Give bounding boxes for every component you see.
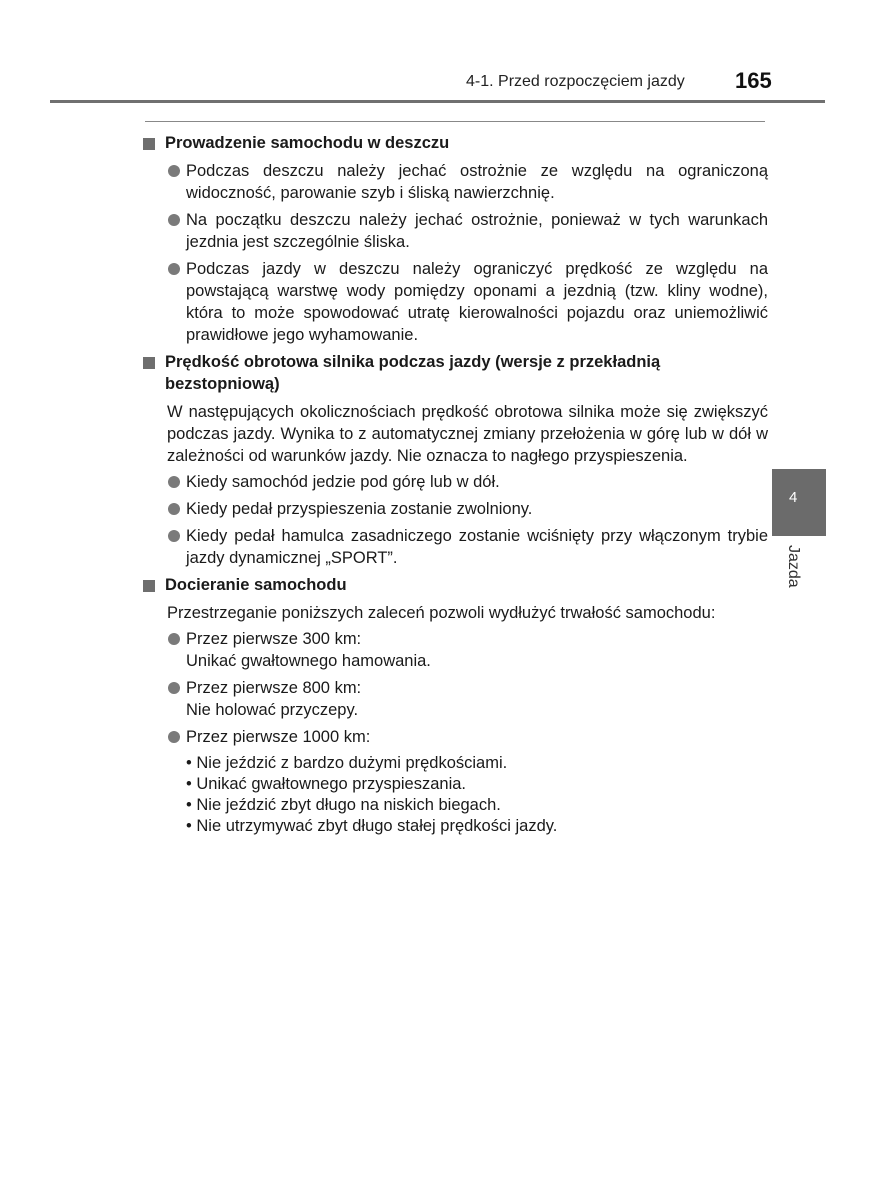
list-item [143, 726, 768, 748]
list-item-text: Kiedy pedał hamulca zasadniczego zostanie wciśnięty przy włączonym trybie jazdy dynamicznej „SPORT”. [186, 527, 768, 567]
section-heading-rain [143, 132, 768, 154]
list-item [143, 160, 768, 204]
header-rule [50, 100, 825, 103]
round-bullet-icon [168, 530, 180, 542]
round-bullet-icon [168, 503, 180, 515]
list-item [143, 677, 768, 721]
section-title: Docieranie samochodu [165, 576, 347, 594]
page-number: 165 [735, 68, 772, 93]
section-title: Prowadzenie samochodu w deszczu [165, 134, 450, 152]
sub-list-item: • Nie jeździć zbyt długo na niskich biegach. [186, 796, 501, 814]
chapter-tab [772, 469, 826, 536]
list-item-text: Przez pierwsze 1000 km: [186, 728, 371, 746]
sub-list [143, 753, 768, 837]
round-bullet-icon [168, 633, 180, 645]
chapter-number: 4 [789, 489, 798, 506]
round-bullet-icon [168, 731, 180, 743]
list-item-detail: Unikać gwałtownego hamowania. [186, 652, 431, 670]
round-bullet-icon [168, 476, 180, 488]
list-item-text: Przez pierwsze 300 km: [186, 630, 362, 648]
section-heading-engine-speed [143, 351, 768, 395]
list-item [143, 498, 768, 520]
list-item [143, 525, 768, 569]
sub-list-item: • Nie jeździć z bardzo dużymi prędkościami. [186, 754, 508, 772]
round-bullet-icon [168, 214, 180, 226]
section-intro: W następujących okolicznościach prędkość obrotowa silnika może się zwiększyć podczas jazdy. Wynika to z automatycznej zmiany przełożenia w górę lub w dół w zależności od warunków jazdy. Nie oznacza to nagłego przyspieszenia. [167, 403, 768, 465]
section-intro: Przestrzeganie poniższych zaleceń pozwoli wydłużyć trwałość samochodu: [167, 604, 716, 622]
sub-list-item: • Nie utrzymywać zbyt długo stałej prędkości jazdy. [186, 817, 558, 835]
sub-list-item: • Unikać gwałtownego przyspieszania. [186, 775, 467, 793]
list-item [143, 209, 768, 253]
section-heading-break-in [143, 574, 768, 596]
round-bullet-icon [168, 263, 180, 275]
list-item-detail: Nie holować przyczepy. [186, 701, 359, 719]
section-rule [145, 121, 765, 122]
round-bullet-icon [168, 682, 180, 694]
list-item [143, 258, 768, 346]
list-item-text: Na początku deszczu należy jechać ostrożnie, ponieważ w tych warunkach jezdnia jest szczególnie śliska. [186, 211, 768, 251]
list-item-text: Podczas deszczu należy jechać ostrożnie ze względu na ograniczoną widoczność, parowanie szyb i śliską nawierzchnię. [186, 162, 768, 202]
list-item-text: Przez pierwsze 800 km: [186, 679, 362, 697]
list-item-text: Kiedy samochód jedzie pod górę lub w dół. [186, 473, 500, 491]
square-bullet-icon [143, 580, 155, 592]
list-item-text: Podczas jazdy w deszczu należy ograniczyć prędkość ze względu na powstającą warstwę wody pomiędzy oponami a jezdnią (tzw. kliny wodne), która to może spowodować utratę kierowalności pojazdu oraz uniemożliwić prawidłowe jego wyhamowanie. [186, 260, 768, 344]
list-item [143, 628, 768, 672]
square-bullet-icon [143, 357, 155, 369]
list-item-text: Kiedy pedał przyspieszenia zostanie zwolniony. [186, 500, 533, 518]
running-header-section: 4-1. Przed rozpoczęciem jazdy [466, 73, 685, 90]
chapter-label: Jazda [785, 545, 802, 588]
list-item [143, 471, 768, 493]
page-content [143, 128, 768, 837]
round-bullet-icon [168, 165, 180, 177]
section-title: Prędkość obrotowa silnika podczas jazdy (wersje z przekładnią bezstopniową) [165, 353, 661, 393]
square-bullet-icon [143, 138, 155, 150]
